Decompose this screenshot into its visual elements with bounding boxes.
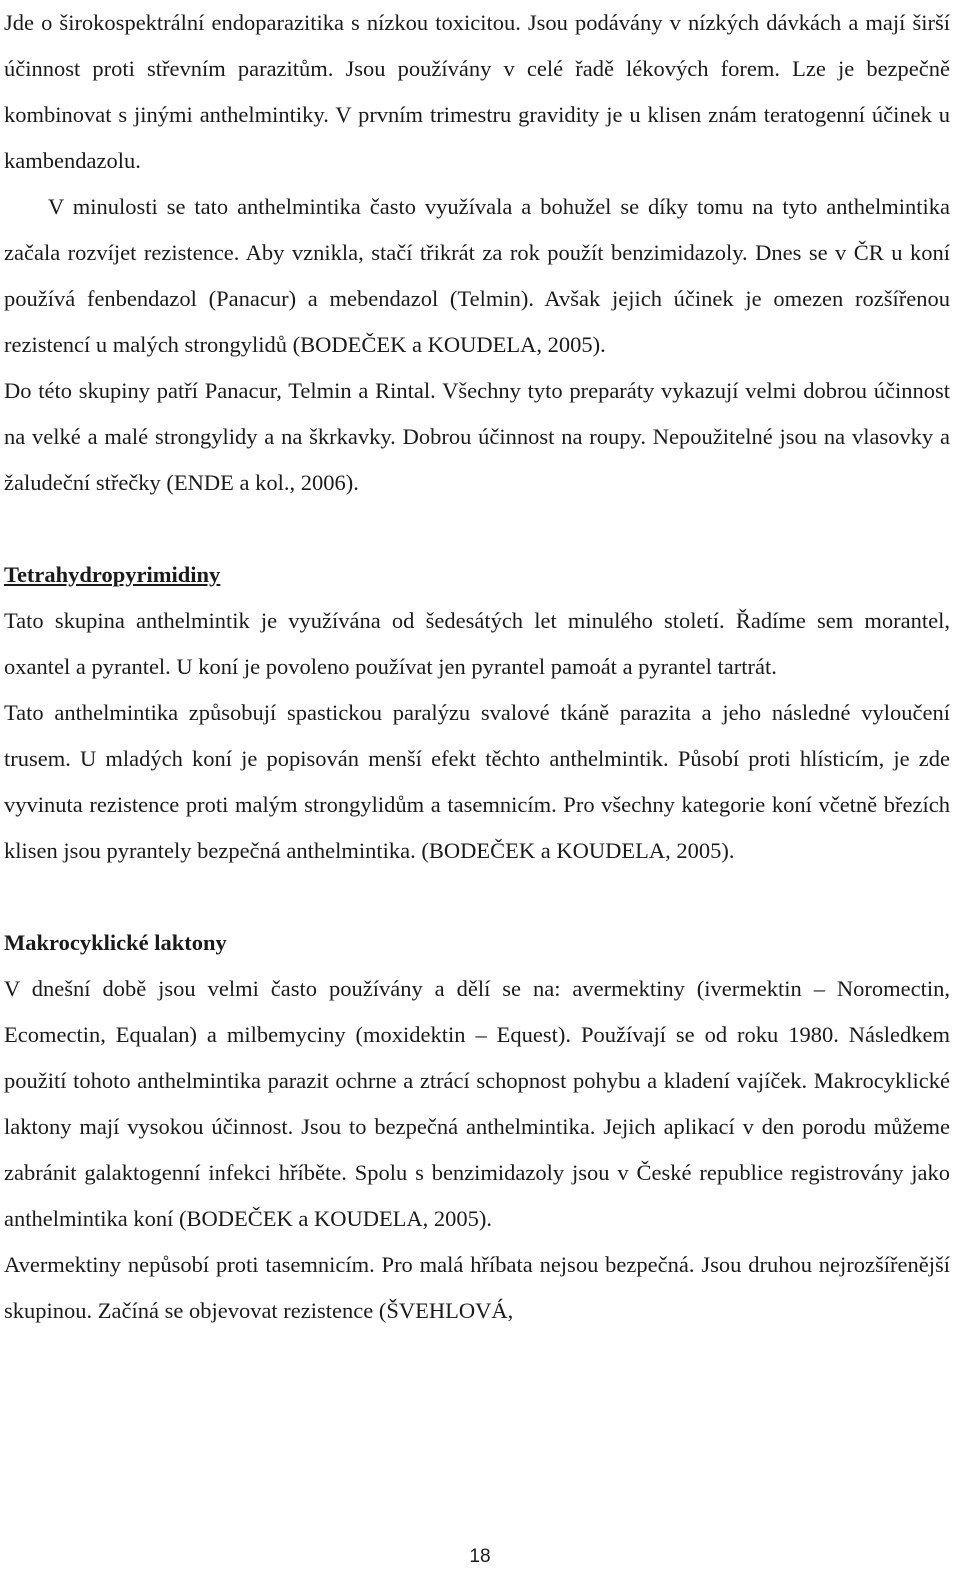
paragraph-benzimidazoles-products: Do této skupiny patří Panacur, Telmin a Rintal. Všechny tyto preparáty vykazují velmi dobrou účinnost na velké a malé strongylidy a na škrkavky. Dobrou účinnost na roupy. Nepoužitelné jsou na vlasovky a žaludeční střečky (ENDE a kol., 2006). — [4, 378, 950, 495]
page-number: 18 — [469, 1546, 491, 1567]
document-page — [4, 0, 950, 1334]
paragraph-tetrahydro-intro: Tato skupina anthelmintik je využívána od šedesátých let minulého století. Řadíme sem morantel, oxantel a pyrantel. U koní je povoleno používat jen pyrantel pamoát a pyrantel tartrát. — [4, 608, 950, 679]
heading-makrocyklicke-laktony: Makrocyklické laktony — [4, 930, 227, 955]
section-spacer — [4, 506, 950, 552]
paragraph-makro-intro: V dnešní době jsou velmi často používány a dělí se na: avermektiny (ivermektin – Noromectin, Ecomectin, Equalan) a milbemyciny (moxidektin – Equest). Používají se od roku 1980. Následkem použití tohoto anthelmintika parazit ochrne a ztrácí schopnost pohybu a kladení vajíček. Makrocyklické laktony mají vysokou účinnost. Jsou to bezpečná anthelmintika. Jejich aplikací v den porodu můžeme zabránit galaktogenní infekci hříběte. Spolu s benzimidazoly jsou v České republice registrovány jako anthelmintika koní (BODEČEK a KOUDELA, 2005). — [4, 976, 950, 1231]
paragraph-benzimidazoles-resistance: V minulosti se tato anthelmintika často využívala a bohužel se díky tomu na tyto anthelmintika začala rozvíjet rezistence. Aby vznikla, stačí třikrát za rok použít benzimidazoly. Dnes se v ČR u koní používá fenbendazol (Panacur) a mebendazol (Telmin). Avšak jejich účinek je omezen rozšířenou rezistencí u malých strongylidů (BODEČEK a KOUDELA, 2005). — [4, 194, 950, 357]
section-spacer — [4, 874, 950, 920]
paragraph-makro-avermektiny: Avermektiny nepůsobí proti tasemnicím. Pro malá hříbata nejsou bezpečná. Jsou druhou nejrozšířenější skupinou. Začíná se objevovat rezistence (ŠVEHLOVÁ, — [4, 1252, 950, 1323]
paragraph-tetrahydro-effect: Tato anthelmintika způsobují spastickou paralýzu svalové tkáně parazita a jeho následné vyloučení trusem. U mladých koní je popisován menší efekt těchto anthelmintik. Působí proti hlísticím, je zde vyvinuta rezistence proti malým strongylidům a tasemnicím. Pro všechny kategorie koní včetně březích klisen jsou pyrantely bezpečná anthelmintika. (BODEČEK a KOUDELA, 2005). — [4, 700, 950, 863]
paragraph-benzimidazoles-intro: Jde o širokospektrální endoparazitika s nízkou toxicitou. Jsou podávány v nízkých dávkách a mají širší účinnost proti střevním parazitům. Jsou používány v celé řadě lékových forem. Lze je bezpečně kombinovat s jinými anthelmintiky. V prvním trimestru gravidity je u klisen znám teratogenní účinek u kambendazolu. — [4, 10, 950, 173]
heading-tetrahydropyrimidiny: Tetrahydropyrimidiny — [4, 562, 221, 587]
